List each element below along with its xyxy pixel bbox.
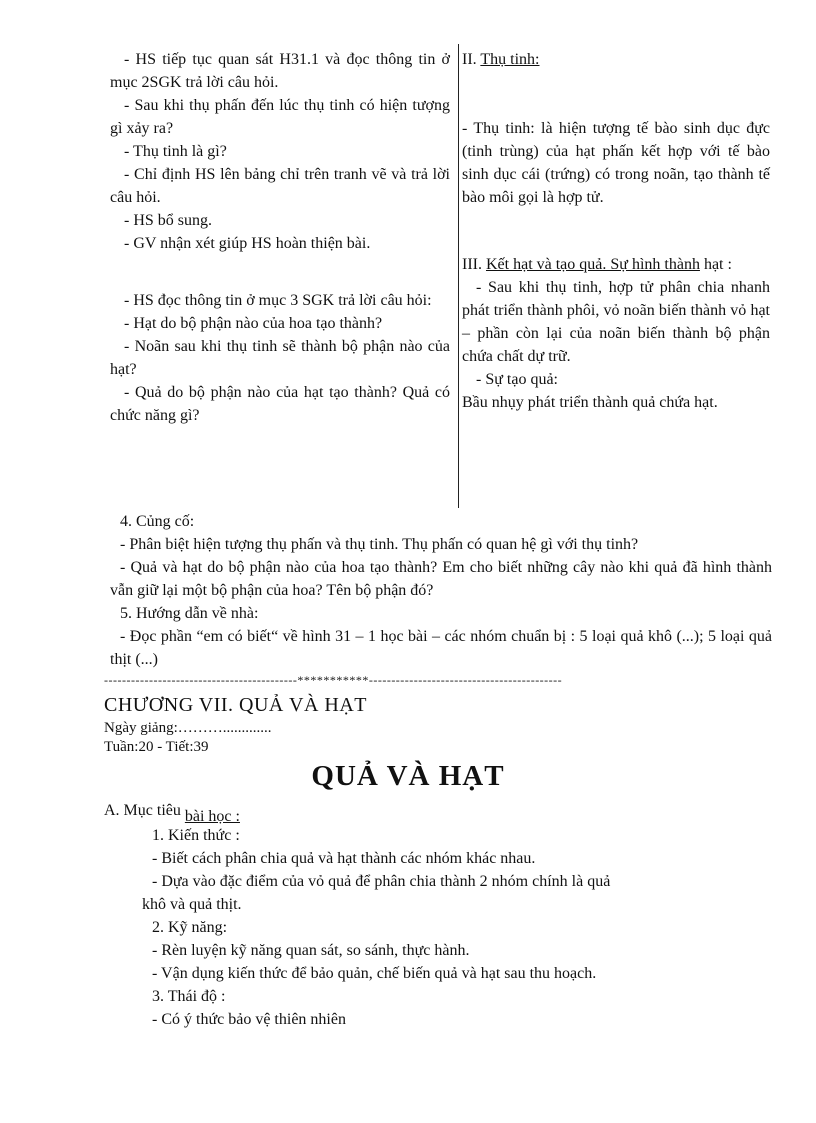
objectives-heading: A. Mục tiêu bài học : (104, 802, 240, 825)
column-divider (458, 44, 459, 508)
thu-tinh-definition: - Thụ tinh: là hiện tượng tế bào sinh dục đực (tinh trùng) của hạt phấn kết hợp với tế bào sinh dục cái (trứng) có trong noãn, tạo thành tế bào môi gọi là hợp tử. (462, 120, 770, 206)
tao-qua-paragraph: Bầu nhụy phát triển thành quả chứa hạt. (462, 394, 718, 411)
activity-line: - HS tiếp tục quan sát H31.1 và đọc thông tin ở mục 2SGK trả lời câu hỏi. (110, 51, 450, 91)
knowledge-heading: 1. Kiến thức : (152, 827, 240, 844)
section-separator: -------------------------------------------***********------------------------------------------- (104, 673, 563, 687)
activity-line: - Chỉ định HS lên bảng chỉ trên tranh vẽ và trả lời câu hỏi. (110, 166, 450, 206)
activity-line: - GV nhận xét giúp HS hoàn thiện bài. (124, 235, 371, 252)
activity-line: - Quả do bộ phận nào của hạt tạo thành? Quả có chức năng gì? (110, 384, 450, 424)
teacher-student-activities (110, 48, 450, 427)
activity-line: - Sau khi thụ phấn đến lúc thụ tinh có hiện tượng gì xảy ra? (110, 97, 450, 137)
ket-hat-paragraph: - Sau khi thụ tinh, hợp tử phân chia nhanh phát triển thành phôi, vỏ noãn biến thành vỏ hạt – phần còn lại của noãn biến thành bộ phận chứa chất dự trữ. (462, 279, 770, 365)
activity-line: - Noãn sau khi thụ tinh sẽ thành bộ phận nào của hạt? (110, 338, 450, 378)
section-heading-thu-tinh: II. Thụ tinh: (462, 51, 540, 68)
attitude-heading: 3. Thái độ : (152, 988, 226, 1005)
lesson-content (462, 48, 770, 414)
tao-qua-label: - Sự tạo quả: (476, 371, 558, 388)
lesson-title: QUẢ VÀ HẠT (311, 760, 505, 792)
section-heading-ket-hat: III. Kết hạt và tạo quả. Sự hình thành hạt : (462, 256, 732, 273)
activity-line: - HS bổ sung. (124, 212, 213, 229)
cung-co-line: - Quả và hạt do bộ phận nào của hoa tạo thành? Em cho biết những cây nào khi quả đã hình thành vẫn giữ lại một bộ phận của hoa? Tên bộ phận đó? (110, 559, 772, 599)
huong-dan-section (110, 602, 772, 671)
activity-table (110, 44, 772, 508)
cung-co-line: - Phân biệt hiện tượng thụ phấn và thụ tinh. Thụ phấn có quan hệ gì với thụ tinh? (120, 536, 639, 553)
huong-dan-heading: 5. Hướng dẫn về nhà: (120, 605, 259, 622)
knowledge-line: - Dựa vào đặc điểm của vỏ quả để phân chia thành 2 nhóm chính là quả (152, 873, 611, 890)
activity-line: - HS đọc thông tin ở mục 3 SGK trả lời câu hỏi: (124, 292, 432, 309)
attitude-line: - Có ý thức bảo vệ thiên nhiên (152, 1011, 346, 1028)
skills-line: - Vận dụng kiến thức để bảo quản, chế biến quả và hạt sau thu hoạch. (152, 965, 597, 982)
skills-heading: 2. Kỹ năng: (152, 919, 228, 936)
activity-line: - Hạt do bộ phận nào của hoa tạo thành? (124, 315, 383, 332)
objectives-section (104, 800, 764, 1031)
cung-co-section (110, 510, 772, 602)
chapter-title: CHƯƠNG VII. QUẢ VÀ HẠT (104, 694, 367, 716)
activity-line: - Thụ tinh là gì? (124, 143, 227, 160)
teaching-date: Ngày giảng:………............. (104, 720, 272, 736)
skills-line: - Rèn luyện kỹ năng quan sát, so sánh, thực hành. (152, 942, 470, 959)
cung-co-heading: 4. Củng cố: (120, 513, 195, 530)
knowledge-line: - Biết cách phân chia quả và hạt thành các nhóm khác nhau. (152, 850, 536, 867)
huong-dan-line: - Đọc phần “em có biết“ về hình 31 – 1 học bài – các nhóm chuẩn bị : 5 loại quả khô (...); 5 loại quả thịt (...) (110, 628, 772, 668)
knowledge-line: khô và quả thịt. (142, 896, 242, 913)
week-period: Tuần:20 - Tiết:39 (104, 739, 209, 755)
